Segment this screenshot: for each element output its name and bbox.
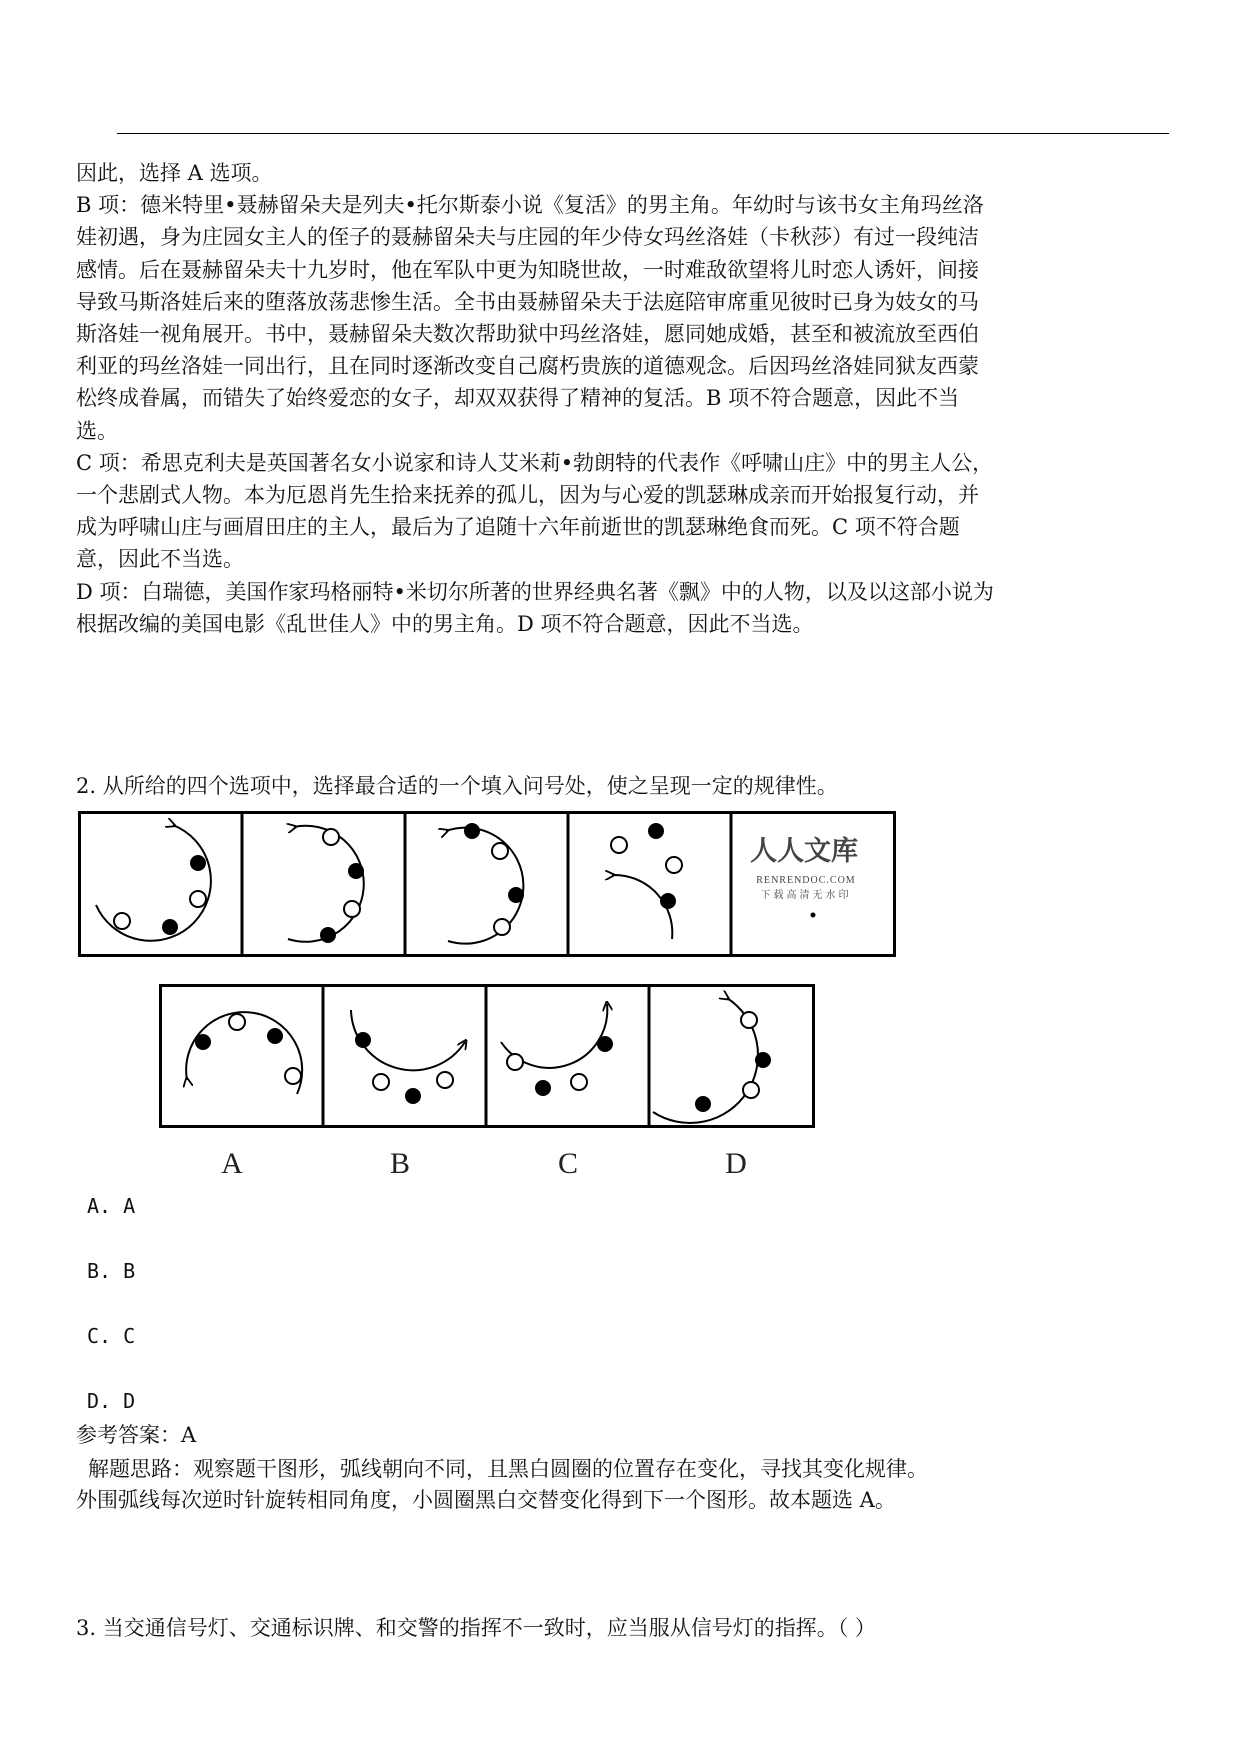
filled-circle <box>535 1080 551 1096</box>
filled-circle <box>320 927 336 943</box>
question-2-text: 2. 从所给的四个选项中，选择最合适的一个填入问号处，使之呈现一定的规律性。 <box>76 774 838 798</box>
hollow-circle <box>437 1072 453 1088</box>
filled-circle <box>190 855 206 871</box>
filled-circle <box>162 919 178 935</box>
filled-circle <box>648 823 664 839</box>
filled-circle <box>755 1052 771 1068</box>
text-line: B 项：德米特里•聂赫留朵夫是列夫•托尔斯泰小说《复活》的男主角。年幼时与该书女主角玛丝洛 <box>76 193 984 218</box>
text-line: 意，因此不当选。 <box>76 547 244 572</box>
watermark-title: 人人文库 <box>750 836 858 866</box>
hollow-circle <box>373 1074 389 1090</box>
analysis-line: 外围弧线每次逆时针旋转相同角度，小圆圈黑白交替变化得到下一个图形。故本题选 A。 <box>76 1488 896 1512</box>
hollow-circle <box>229 1014 245 1030</box>
hollow-circle <box>741 1012 757 1028</box>
text-line: 松终成眷属，而错失了始终爱恋的女子，却双双获得了精神的复活。B 项不符合题意，因此不当 <box>76 386 960 411</box>
filled-circle <box>348 863 364 879</box>
hollow-circle <box>285 1068 301 1084</box>
filled-circle <box>695 1096 711 1112</box>
text-line: 利亚的玛丝洛娃一同出行，且在同时逐渐改变自己腐朽贵族的道德观念。后因玛丝洛娃同狱友西蒙 <box>76 354 979 379</box>
header-rule <box>117 133 1169 134</box>
filled-circle <box>355 1032 371 1048</box>
filled-circle <box>267 1028 283 1044</box>
analysis-line: 解题思路：观察题干图形，弧线朝向不同，且黑白圆圈的位置存在变化，寻找其变化规律。 <box>88 1457 928 1481</box>
hollow-circle <box>323 829 339 845</box>
option-letter-label: D <box>725 1147 747 1180</box>
text-line: 成为呼啸山庄与画眉田庄的主人，最后为了追随十六年前逝世的凯瑟琳绝食而死。C 项不符合题 <box>76 515 960 540</box>
hollow-circle <box>507 1054 523 1070</box>
text-line: 导致马斯洛娃后来的堕落放荡悲惨生活。全书由聂赫留朵夫于法庭陪审席重见彼时已身为妓女的马 <box>76 289 979 314</box>
filled-circle <box>660 893 676 909</box>
text-line: 斯洛娃一视角展开。书中，聂赫留朵夫数次帮助狱中玛丝洛娃，愿同她成婚，甚至和被流放至西伯 <box>76 322 979 347</box>
text-line: 因此，选择 A 选项。 <box>76 161 273 185</box>
option-letter-label: C <box>557 1147 579 1180</box>
watermark-dot <box>811 913 816 918</box>
question-3-text: 3. 当交通信号灯、交通标识牌、和交警的指挥不一致时，应当服从信号灯的指挥。（ ） <box>76 1616 876 1640</box>
watermark-url: RENRENDOC.COM <box>756 875 856 886</box>
options-figure <box>159 984 825 1184</box>
filled-circle <box>195 1034 211 1050</box>
text-line: 娃初遇，身为庄园女主人的侄子的聂赫留朵夫与庄园的年少侍女玛丝洛娃（卡秋莎）有过一段纯洁 <box>76 225 979 250</box>
text-line: D 项：白瑞德，美国作家玛格丽特•米切尔所著的世界经典名著《飘》中的人物，以及以这部小说为 <box>76 579 994 604</box>
text-line: C 项：希思克利夫是英国著名女小说家和诗人艾米莉•勃朗特的代表作《呼啸山庄》中的男主人公， <box>76 450 994 475</box>
watermark-subtitle: 下载高清无水印 <box>760 890 852 901</box>
answer-option-d[interactable]: D. D <box>87 1389 136 1413</box>
reference-answer: 参考答案：A <box>76 1423 197 1447</box>
hollow-circle <box>492 843 508 859</box>
filled-circle <box>405 1088 421 1104</box>
hollow-circle <box>494 919 510 935</box>
text-line: 感情。后在聂赫留朵夫十九岁时，他在军队中更为知晓世故，一时难敌欲望将儿时恋人诱奸，间接 <box>76 257 979 282</box>
hollow-circle <box>611 837 627 853</box>
answer-option-a[interactable]: A. A <box>87 1194 136 1218</box>
hollow-circle <box>743 1082 759 1098</box>
answer-option-c[interactable]: C. C <box>87 1324 136 1348</box>
answer-option-b[interactable]: B. B <box>87 1259 136 1283</box>
option-letter-label: A <box>221 1147 243 1180</box>
text-line: 选。 <box>76 418 118 443</box>
question-figure <box>78 811 898 959</box>
filled-circle <box>464 823 480 839</box>
hollow-circle <box>571 1074 587 1090</box>
hollow-circle <box>344 901 360 917</box>
text-line: 根据改编的美国电影《乱世佳人》中的男主角。D 项不符合题意，因此不当选。 <box>76 611 814 636</box>
hollow-circle <box>114 913 130 929</box>
hollow-circle <box>666 857 682 873</box>
hollow-circle <box>190 891 206 907</box>
filled-circle <box>597 1036 613 1052</box>
text-line: 一个悲剧式人物。本为厄恩肖先生拾来抚养的孤儿，因为与心爱的凯瑟琳成亲而开始报复行动，并 <box>76 483 979 508</box>
explanation-block <box>76 157 1166 640</box>
option-letter-label: B <box>389 1147 411 1180</box>
filled-circle <box>508 887 524 903</box>
